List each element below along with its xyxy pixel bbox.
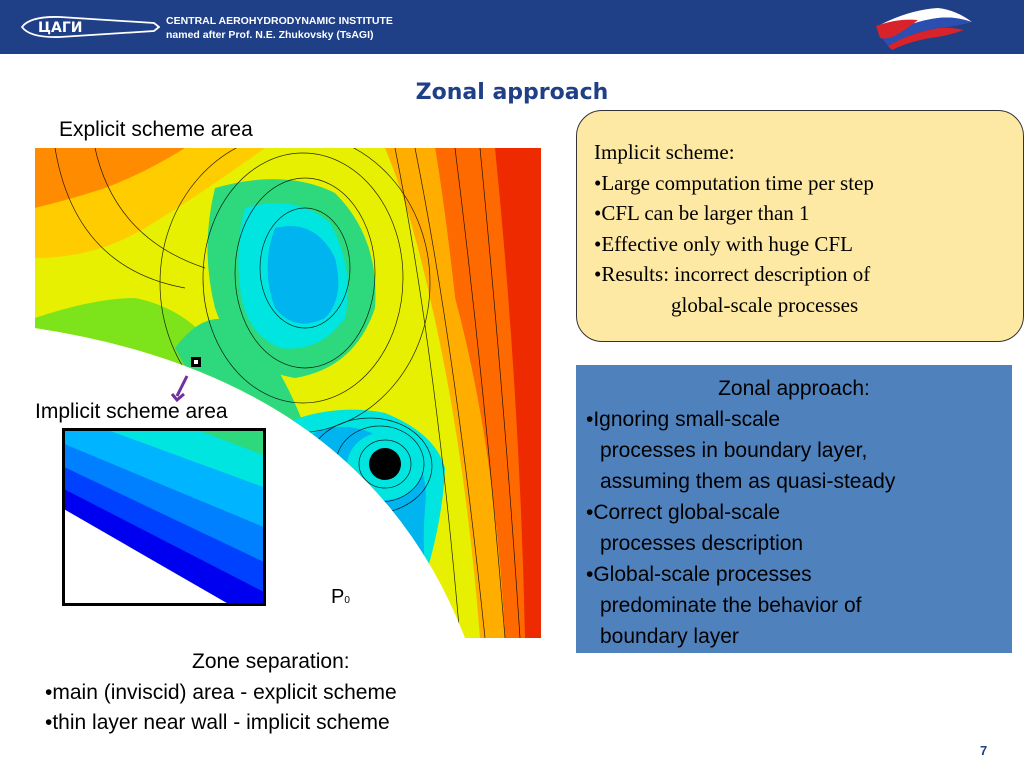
zone-separation-heading: Zone separation: (192, 650, 350, 673)
point-subscript: 0 (344, 595, 350, 606)
implicit-box-line: •Effective only with huge CFL (594, 231, 853, 256)
implicit-scheme-label: Implicit scheme area (35, 400, 228, 423)
logo-text: ЦАГИ (38, 20, 83, 36)
zonal-box-line: predominate the behavior of (600, 594, 862, 617)
zonal-box-line: •Global-scale processes (586, 563, 812, 586)
zone-separation-item: •main (inviscid) area - explicit scheme (45, 680, 397, 704)
slide-title: Zonal approach (415, 80, 609, 105)
implicit-box-line: Implicit scheme: (594, 140, 735, 164)
russian-flag-icon (868, 4, 978, 52)
zone-separation-item: •thin layer near wall - implicit scheme (45, 711, 390, 734)
zonal-approach-box (576, 365, 1012, 653)
implicit-box-line: •Results: incorrect description of (594, 262, 871, 286)
zonal-box-line: assuming them as quasi-steady (600, 470, 896, 493)
zonal-box-heading: Zonal approach: (718, 377, 870, 400)
zonal-box-line: boundary layer (600, 625, 739, 648)
page-number: 7 (980, 743, 988, 758)
institute-line-2: named after Prof. N.E. Zhukovsky (TsAGI) (166, 29, 374, 41)
zonal-box-line: processes in boundary layer, (600, 439, 868, 462)
zonal-box-line: •Ignoring small-scale (586, 408, 781, 431)
implicit-box-line: global-scale processes (671, 292, 859, 317)
zonal-box-line: •Correct global-scale (586, 501, 781, 524)
point-label: P (331, 586, 345, 608)
implicit-area-inset (62, 428, 266, 606)
implicit-scheme-box (576, 110, 1024, 342)
implicit-box-line: •Large computation time per step (594, 170, 874, 195)
zonal-box-line: processes description (600, 532, 804, 555)
explicit-scheme-label: Explicit scheme area (59, 118, 253, 141)
header-bar (0, 0, 1024, 54)
point-p0-label (331, 586, 350, 609)
implicit-box-line: •CFL can be larger than 1 (594, 201, 810, 225)
tsagi-logo (20, 12, 160, 42)
institute-name (166, 14, 393, 42)
zone-separation-text (45, 647, 397, 739)
institute-line-1: CENTRAL AEROHYDRODYNAMIC INSTITUTE (166, 15, 393, 27)
